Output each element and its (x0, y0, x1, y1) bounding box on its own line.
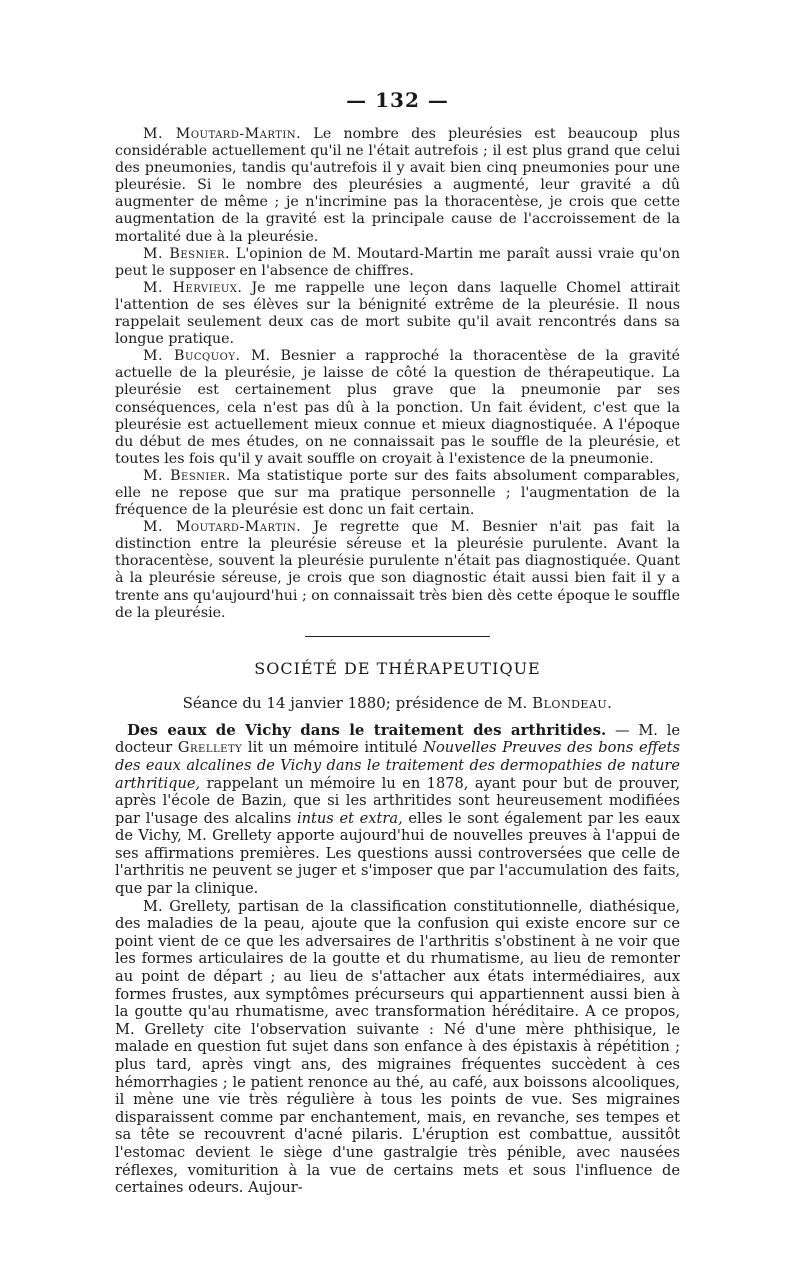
section-title: SOCIÉTÉ DE THÉRAPEUTIQUE (254, 658, 541, 678)
article-section (115, 722, 680, 1197)
memoir-title: Nouvelles Preuves des bons effets des eaux alcalines de Vichy dans le traitement des dermopathies de nature arthritique, (115, 739, 680, 792)
paragraph-text: Le nombre des pleurésies est beaucoup plus considérable actuellement qu'il ne l'était autrefois ; il est plus grand que celui des pneumonies, tandis qu'autrefois il y avait bien cinq pneumonies pour une pleurésie. Si le nombre des pleurésies a augmenté, leur gravité a dû augmenter de même ; je n'incrimine pas la thoracentèse, je crois que cette augmentation de la gravité est la principale cause de l'accroissement de la mortalité due à la pleurésie. (115, 126, 680, 245)
paragraph (115, 722, 680, 898)
speaker-name: M. Besnier. (143, 467, 231, 484)
section-divider (305, 636, 490, 637)
session-text: Séance du 14 janvier 1880; présidence de M. (182, 693, 533, 712)
paragraph-text: rappelant un mémoire lu en 1878, ayant pour but de prouver, après l'école de Bazin, que si les arthritides sont heureusement modifiées par l'usage des alcalins (115, 774, 680, 827)
paragraph-text: elles le sont également par les eaux de Vichy, M. Grellety apporte aujourd'hui de nouvelles preuves à l'appui de ses affirmations premières. Les questions aussi controversées que celle de l'arthritis ne peuvent se juger et s'imposer que par l'accumulation des faits, que par la clinique. (115, 809, 680, 898)
speaker-name: M. Besnier. (143, 245, 231, 262)
speaker-name: M. Hervieux. (143, 279, 243, 296)
paragraph-text: lit un mémoire intitulé (242, 739, 424, 757)
paragraph: M. Grellety, partisan de la classification constitutionnelle, diathésique, des maladies de la peau, ajoute que la confusion qui existe encore sur ce point vient de ce que les adversaires de l'arthritis s'obstinent à ne voir que les formes articulaires de la goutte et du rhumatisme, au lieu de remonter au point de départ ; au lieu de s'attacher aux états intermédiaires, aux formes frustes, aux symptômes précurseurs qui appartiennent aussi bien à la goutte qu'au rhumatisme, avec transformation héréditaire. A ce propos, M. Grellety cite l'observation suivante : Né d'une mère phthisique, le malade en question fut sujet dans son enfance à des épistaxis à répétition ; plus tard, après vingt ans, des migraines fréquentes succèdent à ces hémorrhagies ; le patient renonce au thé, au café, aux boissons alcooliques, il mène une vie très régulière à tous les points de vue. Ses migraines disparaissent comme par enchantement, mais, en revanche, ses tempes et sa tête se recouvrent d'acné pilaris. L'éruption est combattue, aussitôt l'estomac devient le siège d'une gastralgie très pénible, avec nausées réflexes, vomiturition à la vue de certains mets et sous l'influence de certaines odeurs. Aujour- (115, 897, 680, 1197)
paragraph-text: L'opinion de M. Moutard-Martin me paraît aussi vraie qu'on peut le supposer en l'absence de chiffres. (115, 245, 680, 279)
paragraph (115, 280, 680, 348)
text-column (115, 88, 680, 1197)
paragraph-text: Je me rappelle une leçon dans laquelle Chomel attirait l'attention de ses élèves sur la bénignité extrême de la pleurésie. Il nous rappelait seulement deux cas de mort subite qu'il avait rencontrés dans sa longue pratique. (115, 279, 680, 348)
latin-phrase: intus et extra, (296, 809, 403, 827)
author-name: Grellety (177, 739, 243, 757)
paragraph (115, 519, 680, 622)
paragraph (115, 126, 680, 246)
article-title: Des eaux de Vichy dans le traitement des arthritides. (127, 720, 607, 739)
speaker-name: M. Moutard-Martin. (143, 126, 302, 142)
paragraph (115, 468, 680, 519)
speaker-name: M. Moutard-Martin. (143, 519, 302, 536)
paragraph-text: M. Besnier a rapproché la thoracentèse de la gravité actuelle de la pleurésie, je laisse de côté la question de thérapeutique. La pleurésie est certainement plus grave que la pneumonie par ses conséquences, cela n'est pas dû à la ponction. Un fait évident, c'est que la pleurésie est actuellement mieux connue et mieux diagnostiquée. A l'époque du début de mes études, on ne connaissait pas le souffle de la pleurésie, et toutes les fois qu'il y avait souffle on croyait à l'existence de la pneumonie. (115, 348, 680, 467)
paragraph-text: Ma statistique porte sur des faits absolument comparables, elle ne repose que sur ma pratique personnelle ; l'augmentation de la fréquence de la pleurésie est donc un fait certain. (115, 467, 680, 519)
page-number: — 132 — (346, 88, 449, 112)
paragraph-text: Je regrette que M. Besnier n'ait pas fait la distinction entre la pleurésie séreuse et la pleurésie purulente. Avant la thoracentèse, souvent la pleurésie purulente n'était pas diagnostiquée. Quant à la pleurésie séreuse, je crois que son diagnostic était aussi bien fait il y a trente ans qu'aujourd'hui ; on connaissait très bien dès cette époque le souffle de la pleurésie. (115, 519, 680, 621)
paragraph (115, 246, 680, 280)
president-name: Blondeau. (532, 693, 613, 712)
speaker-name: M. Bucquoy. (143, 348, 241, 365)
paragraph (115, 348, 680, 468)
title-dash: — (606, 721, 639, 739)
session-line (115, 694, 680, 712)
discussion-section (115, 126, 680, 622)
paragraph-text: M. le docteur (115, 721, 680, 757)
